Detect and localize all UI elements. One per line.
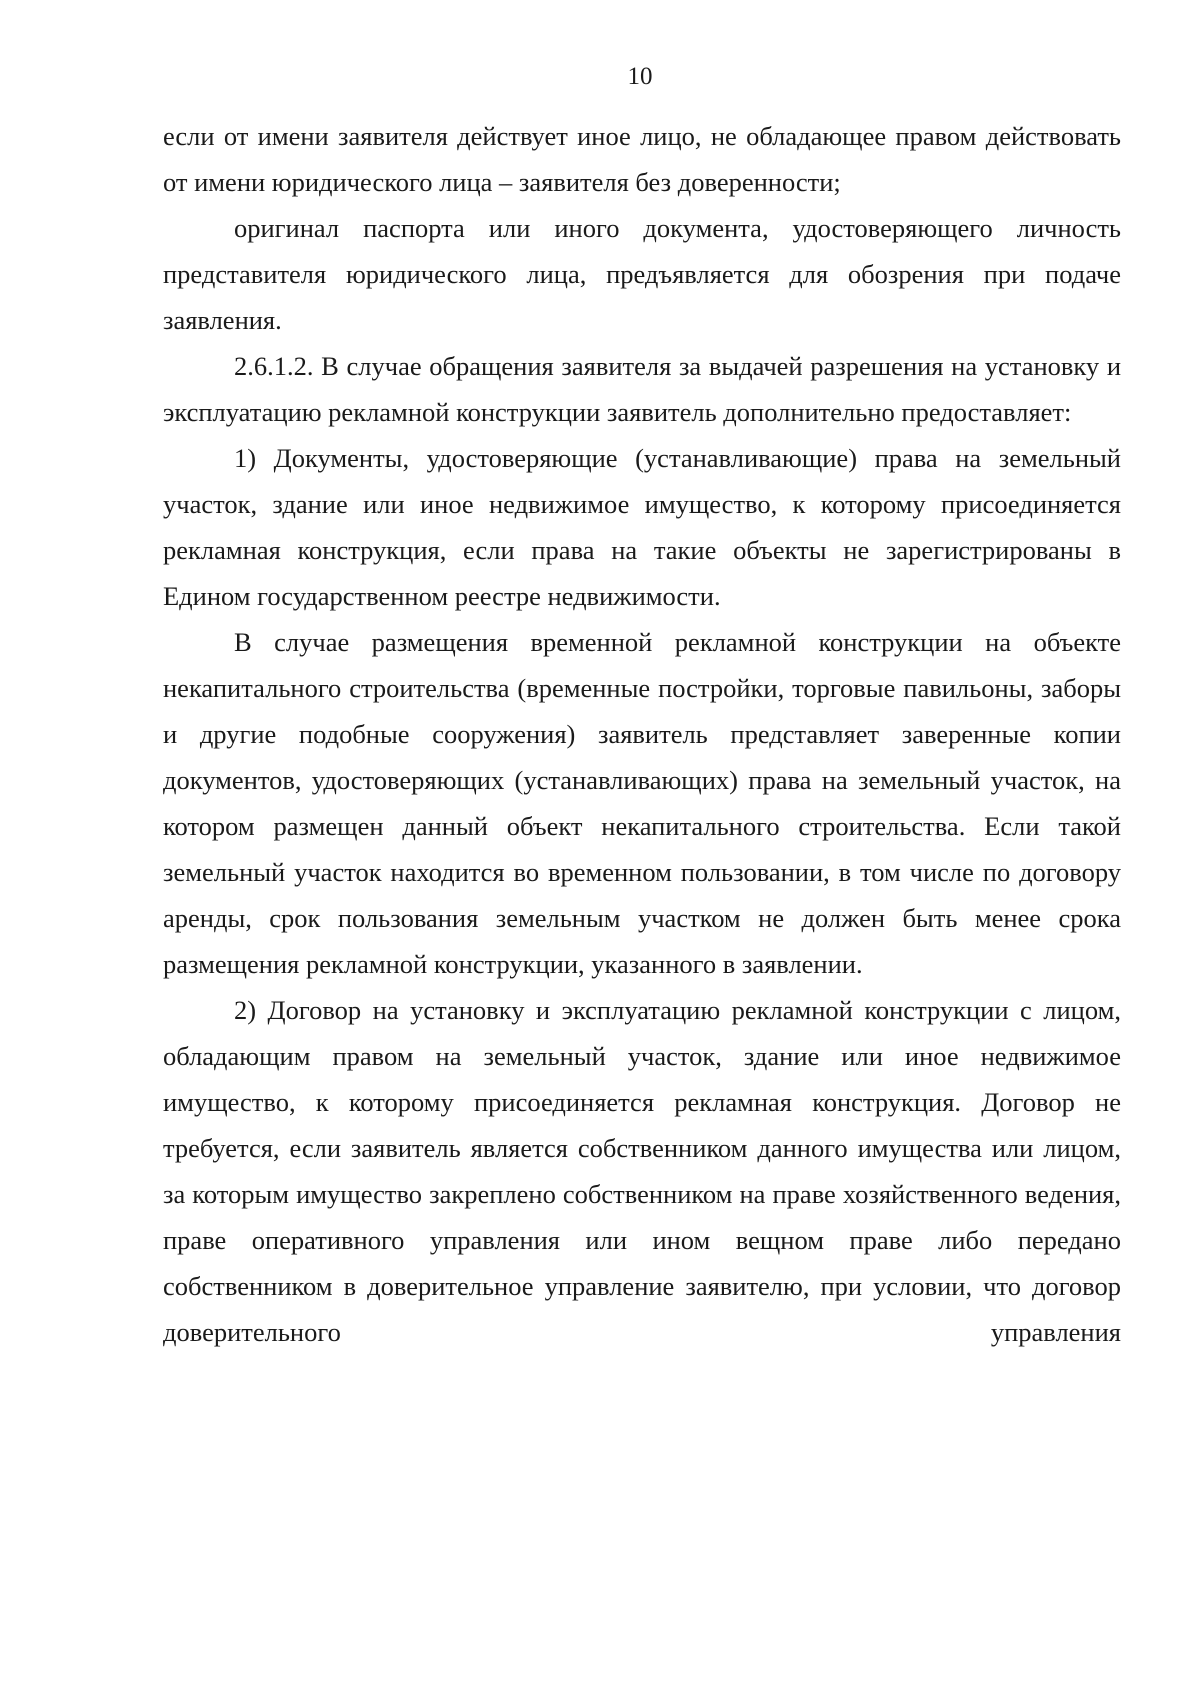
paragraph-item-1-land-rights-documents: 1) Документы, удостоверяющие (устанавливающие) права на земельный участок, здание или иное недвижимое имущество, к которому присоединяется рекламная конструкция, если права на такие объекты не зарегистрированы в Едином государственном реестре недвижимости.: [163, 443, 1121, 611]
paragraph-temporary-construction: В случае размещения временной рекламной конструкции на объекте некапитального строительства (временные постройки, торговые павильоны, заборы и другие подобные сооружения) заявитель представляет заверенные копии документов, удостоверяющих (устанавливающих) права на земельный участок, на котором размещен данный объект некапитального строительства. Если такой земельный участок находится во временном пользовании, в том числе по договору аренды, срок пользования земельным участком не должен быть менее срока размещения рекламной конструкции, указанного в заявлении.: [163, 627, 1121, 979]
paragraph-passport-original: оригинал паспорта или иного документа, удостоверяющего личность представителя юридического лица, предъявляется для обозрения при подаче заявления.: [163, 213, 1121, 335]
paragraph-item-2-installation-contract: 2) Договор на установку и эксплуатацию рекламной конструкции с лицом, обладающим правом на земельный участок, здание или иное недвижимое имущество, к которому присоединяется рекламная конструкция. Договор не требуется, если заявитель является собственником данного имущества или лицом, за которым имущество закреплено собственником на праве хозяйственного ведения, праве оперативного управления или ином вещном праве либо передано собственником в доверительное управление заявителю, при условии, что договор доверительного управления: [163, 995, 1121, 1347]
paragraph-representative-without-power-of-attorney: если от имени заявителя действует иное лицо, не обладающее правом действовать от имени юридического лица – заявителя без доверенности;: [163, 121, 1121, 197]
paragraph-section-2-6-1-2: 2.6.1.2. В случае обращения заявителя за выдачей разрешения на установку и эксплуатацию рекламной конструкции заявитель дополнительно предоставляет:: [163, 351, 1121, 427]
page-number: 10: [627, 63, 653, 90]
document-body: [163, 113, 1121, 1355]
